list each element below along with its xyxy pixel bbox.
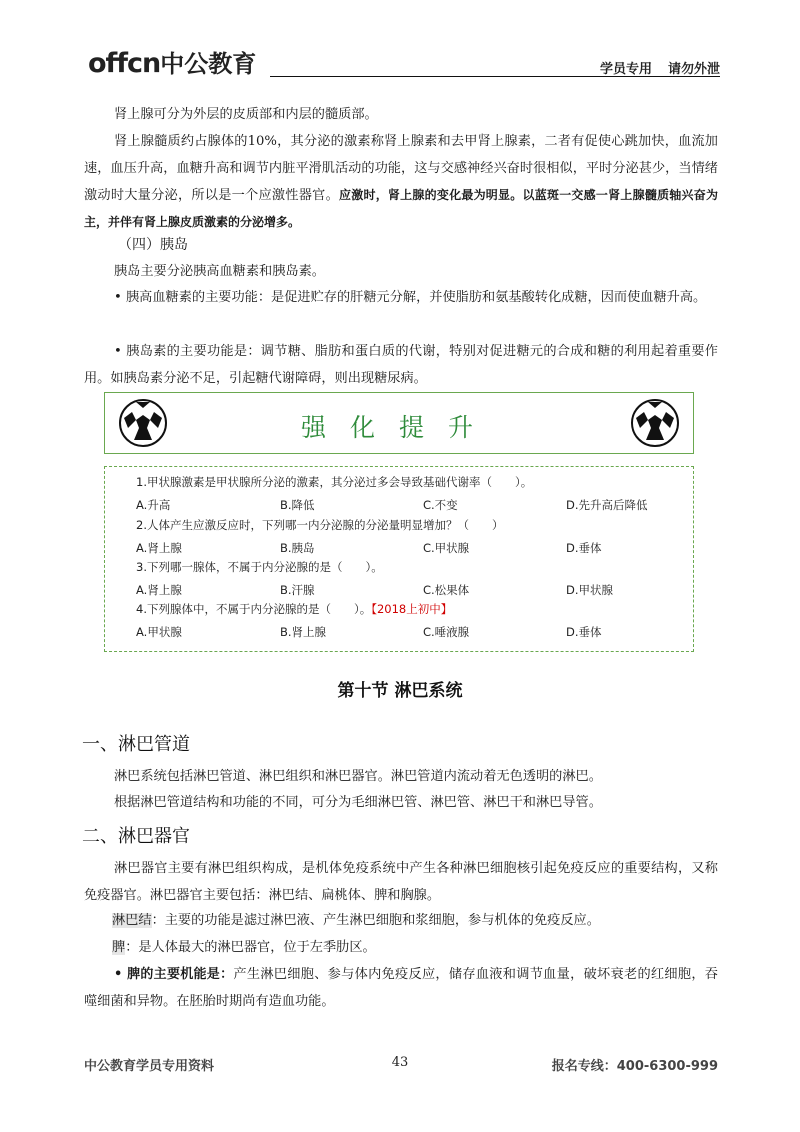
paragraph-islets: 胰岛主要分泌胰高血糖素和胰岛素。 [114,264,325,279]
footer-hotline: 报名专线：400-6300-999 [551,1059,718,1074]
quiz-option: C.唾液腺 [423,625,470,639]
quiz-question [136,559,383,575]
question-text: 2.人体产生应激反应时，下列哪一内分泌腺的分泌量明显增加？（ ） [136,518,504,532]
paragraph-lymph-node [112,907,718,934]
quiz-option: C.不变 [423,498,458,512]
quiz-question [136,517,503,533]
quiz-option: D.先升高后降低 [566,498,648,512]
footer-left: 中公教育学员专用资料 [84,1059,215,1074]
quiz-option: B.降低 [280,498,315,512]
paragraph-insulin: • 胰岛素的主要功能是：调节糖、脂肪和蛋白质的代谢，特别对促进糖元的合成和糖的利用起着重要作用。如胰岛素分泌不足，引起糖代谢障碍，则出现糖尿病。 [84,344,718,386]
paragraph-lymph-vessel-types: 根据淋巴管道结构和功能的不同，可分为毛细淋巴管、淋巴管、淋巴干和淋巴导管。 [114,795,602,810]
sub-heading-islets: （四）胰岛 [118,237,188,253]
brand-logo [88,44,256,79]
adrenal-stress-bold: 应激时，肾上腺的变化最为明显。以蓝斑一交感一肾上腺髓质轴兴奋为主，并伴有肾上腺皮质激素的分泌增多。 [84,188,718,229]
quiz-option: B.汗腺 [280,583,315,597]
banner-title: 强化提升 [300,413,497,442]
section-title: 第十节 淋巴系统 [337,681,463,701]
page-number: 43 [391,1055,409,1070]
quiz-question [136,474,532,490]
soccer-ball-icon [118,398,168,448]
quiz-option: D.垂体 [566,541,602,555]
paragraph-spleen-function [84,961,718,1015]
paragraph-glucagon: • 胰高血糖素的主要功能：是促进贮存的肝糖元分解，并使脂肪和氨基酸转化成糖，因而使血糖升高。 [114,290,707,305]
heading-lymph-vessels: 一、淋巴管道 [82,734,190,755]
paragraph-spleen [112,934,718,961]
header-notice-2: 请勿外泄 [667,62,720,77]
quiz-option: A.甲状腺 [136,625,182,639]
quiz-option: D.甲状腺 [566,583,614,597]
header-notice [600,58,720,77]
spleen-function-bold: • 脾的主要机能是： [114,967,234,982]
quiz-option: A.肾上腺 [136,583,182,597]
practice-banner [104,392,694,454]
quiz-option: D.垂体 [566,625,602,639]
paragraph-adrenal-medulla [84,128,718,236]
adrenal-medulla-text: 肾上腺髓质约占腺体的10%，其分泌的激素称肾上腺素和去甲肾上腺素，二者有促使心跳加快，血流加速，血压升高，血糖升高和调节内脏平滑肌活动的功能，这与交感神经兴奋时很相似，平时分泌甚少，当情绪激动时大量分泌，所以是一个应激性器官。 [84,134,718,203]
quiz-option: C.甲状腺 [423,541,470,555]
paragraph-adrenal-structure: 肾上腺可分为外层的皮质部和内层的髓质部。 [114,107,378,122]
logo-latin: offcn [88,48,161,79]
spleen-function-text: 产生淋巴细胞、参与体内免疫反应，储存血液和调节血量，破坏衰老的红细胞，吞噬细菌和异物。在胚胎时期尚有造血功能。 [84,967,718,1009]
question-text: 3.下列哪一腺体，不属于内分泌腺的是（ ）。 [136,560,383,574]
quiz-option: B.肾上腺 [280,625,327,639]
logo-chinese: 中公教育 [160,50,257,78]
spleen-label: 脾 [112,940,126,955]
lymph-node-label: 淋巴结 [112,913,152,928]
soccer-ball-icon [630,398,680,448]
exam-source-tag: 【2018上初中】 [371,602,453,616]
header-notice-1: 学员专用 [599,62,652,77]
question-text: 1.甲状腺激素是甲状腺所分泌的激素，其分泌过多会导致基础代谢率（ ）。 [136,475,533,489]
quiz-option: C.松果体 [423,583,470,597]
paragraph-lymph-organs: 淋巴器官主要有淋巴组织构成，是机体免疫系统中产生各种淋巴细胞核引起免疫反应的重要结构，又称免疫器官。淋巴器官主要包括：淋巴结、扁桃体、脾和胸腺。 [84,861,718,903]
quiz-option: A.升高 [136,498,171,512]
quiz-option: A.肾上腺 [136,541,182,555]
question-text: 4.下列腺体中，不属于内分泌腺的是（ ）。 [136,602,372,616]
heading-lymph-organs: 二、淋巴器官 [82,826,190,847]
quiz-option: B.胰岛 [280,541,315,555]
spleen-text: ：是人体最大的淋巴器官，位于左季肋区。 [125,940,376,955]
paragraph-lymph-system: 淋巴系统包括淋巴管道、淋巴组织和淋巴器官。淋巴管道内流动着无色透明的淋巴。 [114,769,602,784]
lymph-node-text: ：主要的功能是滤过淋巴液、产生淋巴细胞和浆细胞，参与机体的免疫反应。 [151,913,600,928]
quiz-question [136,601,452,617]
